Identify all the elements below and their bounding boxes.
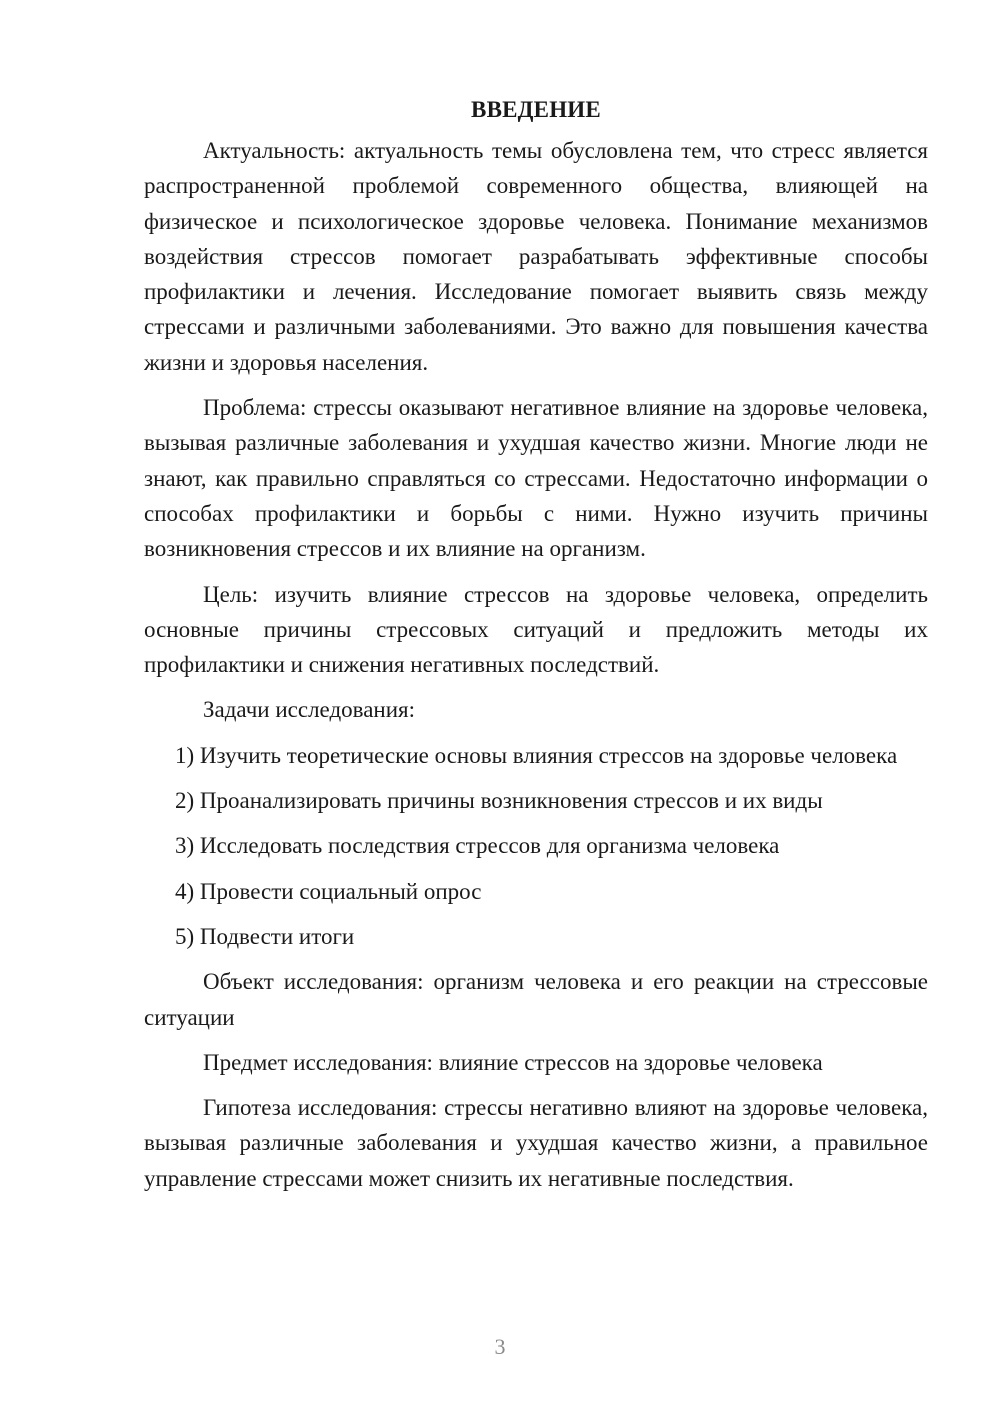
section-heading: ВВЕДЕНИЕ [471,97,601,122]
document-page [144,92,928,1196]
goal-paragraph: Цель: изучить влияние стрессов на здоровье человека, определить основные причины стрессовых ситуаций и предложить методы их профилактики и снижения негативных последствий. [144,581,928,678]
task-item-1: 1) Изучить теоретические основы влияния стрессов на здоровье человека [175,742,898,768]
tasks-heading: Задачи исследования: [203,697,416,723]
problem-paragraph: Проблема: стрессы оказывают негативное влияние на здоровье человека, вызывая различные заболевания и ухудшая качество жизни. Многие люди не знают, как правильно справляться со стрессами. Недостаточно информации о способах профилактики и борьбы с ними. Нужно изучить причины возникновения стрессов и их влияние на организм. [144,395,928,562]
task-item-2: 2) Проанализировать причины возникновения стрессов и их виды [175,788,823,814]
hypothesis-paragraph: Гипотеза исследования: стрессы негативно влияют на здоровье человека, вызывая различные заболевания и ухудшая качество жизни, а правильное управление стрессами может снизить их негативные последствия. [144,1095,928,1191]
page-number: 3 [494,1334,506,1359]
task-item-5: 5) Подвести итоги [175,923,355,949]
object-paragraph: Объект исследования: организм человека и его реакции на стрессовые ситуации [144,969,928,1030]
subject-paragraph: Предмет исследования: влияние стрессов на здоровье человека [203,1049,823,1075]
task-item-3: 3) Исследовать последствия стрессов для организма человека [175,833,780,859]
relevance-paragraph: Актуальность: актуальность темы обусловлена тем, что стресс является распространенной проблемой современного общества, влияющей на физическое и психологическое здоровье человека. Понимание механизмов воздействия стрессов помогает разрабатывать эффективные способы профилактики и лечения. Исследование помогает выявить связь между стрессами и различными заболеваниями. Это важно для повышения качества жизни и здоровья населения. [144,138,928,375]
task-item-4: 4) Провести социальный опрос [175,878,482,904]
